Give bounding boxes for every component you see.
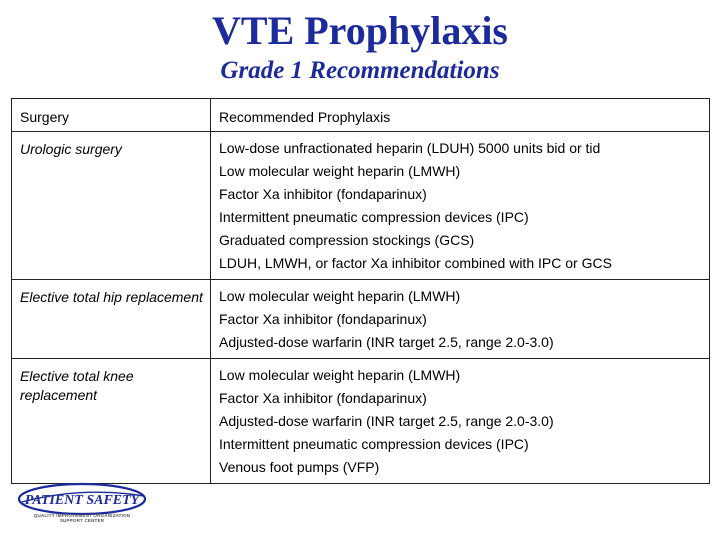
surgery-cell: Elective total hip replacement [12,280,211,359]
surgery-cell: Elective total knee replacement [12,359,211,484]
prophylaxis-item: Intermittent pneumatic compression devices (IPC) [219,209,529,225]
prophylaxis-item: Low molecular weight heparin (LMWH) [219,367,461,383]
prophylaxis-item: Factor Xa inhibitor (fondaparinux) [219,311,427,327]
prophylaxis-item: Factor Xa inhibitor (fondaparinux) [219,390,427,406]
prophylaxis-cell [211,359,710,484]
recommendations-table [11,98,710,484]
table-row [12,132,710,280]
surgery-cell: Urologic surgery [12,132,211,280]
prophylaxis-item: Graduated compression stockings (GCS) [219,232,475,248]
prophylaxis-item: LDUH, LMWH, or factor Xa inhibitor combined with IPC or GCS [219,255,612,271]
column-header-surgery: Surgery [12,99,211,132]
prophylaxis-cell [211,132,710,280]
page-title: VTE Prophylaxis [212,8,508,53]
prophylaxis-item: Adjusted-dose warfarin (INR target 2.5, range 2.0-3.0) [219,413,554,429]
prophylaxis-item: Low molecular weight heparin (LMWH) [219,288,461,304]
prophylaxis-item: Intermittent pneumatic compression devices (IPC) [219,436,529,452]
prophylaxis-item: Venous foot pumps (VFP) [219,459,380,475]
prophylaxis-item: Adjusted-dose warfarin (INR target 2.5, range 2.0-3.0) [219,334,554,350]
logo-name: PATIENT SAFETY [24,493,140,508]
prophylaxis-cell [211,280,710,359]
page-subtitle: Grade 1 Recommendations [220,57,500,84]
prophylaxis-item: Low molecular weight heparin (LMWH) [219,163,461,179]
prophylaxis-item: Factor Xa inhibitor (fondaparinux) [219,186,427,202]
logo-caption: QUALITY IMPROVEMENT ORGANIZATION SUPPORT CENTER [33,513,131,523]
table-row [12,359,710,484]
prophylaxis-item: Low-dose unfractionated heparin (LDUH) 5000 units bid or tid [219,140,601,156]
table-row [12,280,710,359]
column-header-prophylaxis: Recommended Prophylaxis [211,99,710,132]
table-header-row [12,99,710,132]
